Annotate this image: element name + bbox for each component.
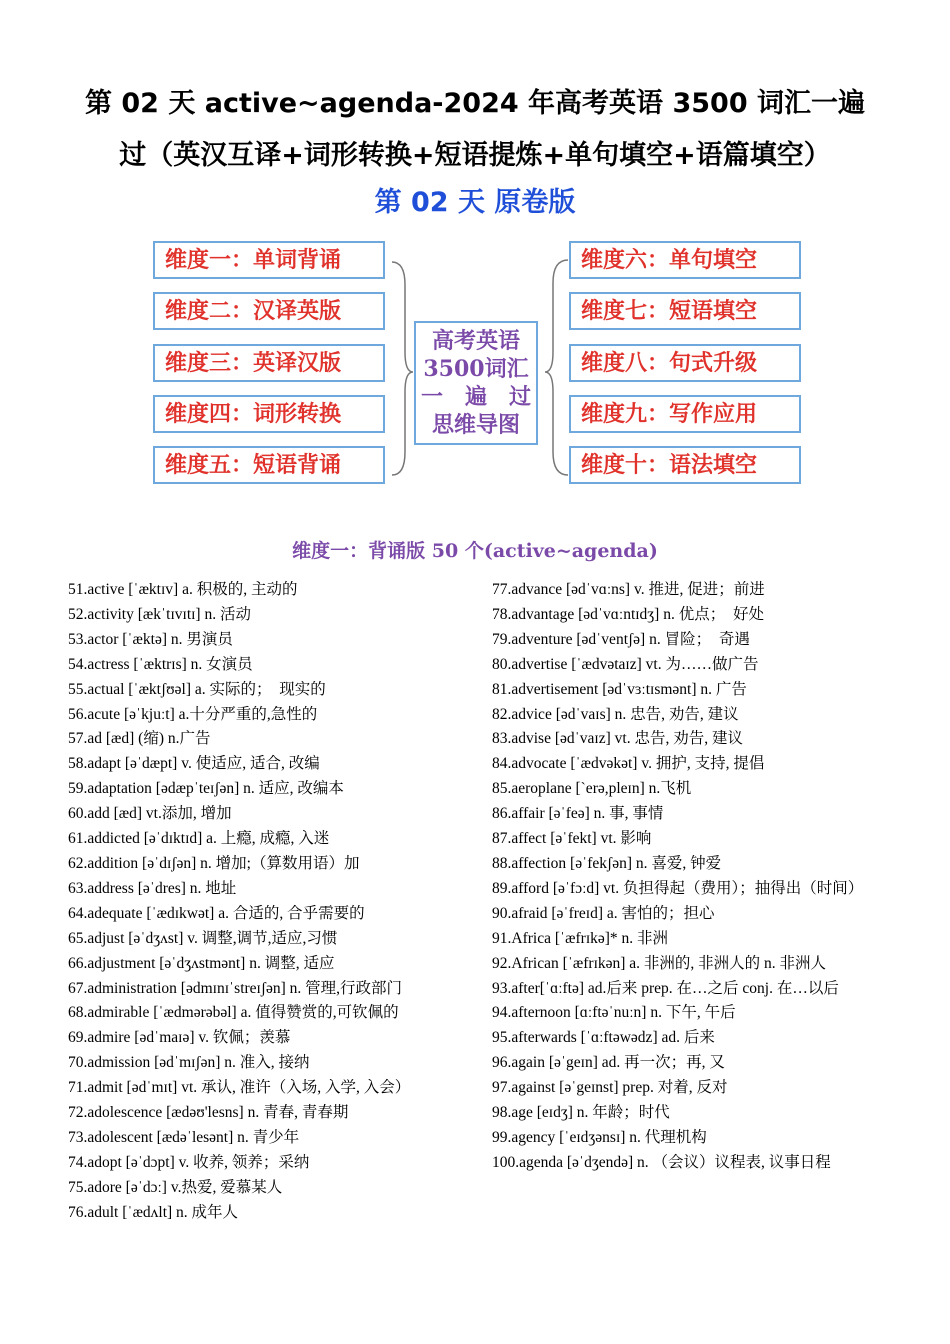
center-line-1: 高考英语: [431, 328, 520, 354]
vocab-entry: 94.afternoon [ɑːftəˈnuːn] n. 下午, 午后: [492, 1004, 736, 1022]
vocab-entry: 57.ad [æd] (缩) n.广告: [68, 730, 211, 748]
dimension-box-7: 维度七：短语填空: [569, 292, 801, 330]
vocab-entry: 65.adjust [əˈdʒʌst] v. 调整,调节,适应,习惯: [68, 929, 338, 947]
vocab-entry: 100.agenda [əˈdʒendə] n. （会议）议程表, 议事日程: [492, 1153, 831, 1171]
vocab-entry: 95.afterwards [ˈɑːftəwədz] ad. 后来: [492, 1029, 715, 1047]
vocab-entry: 64.adequate [ˈædɪkwət] a. 合适的, 合乎需要的: [68, 904, 365, 922]
vocab-entry: 82.advice [ədˈvaɪs] n. 忠告, 劝告, 建议: [492, 705, 739, 723]
vocab-entry: 89.afford [əˈfɔːd] vt. 负担得起（费用）；抽得出（时间）: [492, 879, 864, 897]
vocab-entry: 80.advertise [ˈædvətaɪz] vt. 为……做广告: [492, 655, 759, 673]
vocab-entry: 84.advocate [ˈædvəkət] v. 拥护, 支持, 提倡: [492, 755, 765, 773]
dimension-box-9: 维度九：写作应用: [569, 395, 801, 433]
vocab-entry: 52.activity [ækˈtɪvɪtɪ] n. 活动: [68, 605, 251, 623]
dimension-box-3: 维度三：英译汉版: [153, 344, 385, 382]
vocab-entry: 53.actor [ˈæktə] n. 男演员: [68, 630, 233, 648]
vocab-entry: 79.adventure [ədˈventʃə] n. 冒险； 奇遇: [492, 630, 750, 648]
vocab-entry: 97.against [əˈgeɪnst] prep. 对着, 反对: [492, 1079, 728, 1097]
vocab-entry: 76.adult [ˈædʌlt] n. 成年人: [68, 1203, 239, 1221]
vocab-column-left: [68, 578, 478, 1226]
vocab-entry: 91.Africa [ˈæfrɪkə]* n. 非洲: [492, 929, 669, 947]
mind-map: [0, 0, 950, 500]
page-subtitle: 第 02 天 原卷版: [374, 187, 576, 218]
vocab-entry: 92.African [ˈæfrɪkən] a. 非洲的, 非洲人的 n. 非洲人: [492, 954, 827, 972]
center-line-3: 一 遍 过: [420, 384, 531, 410]
vocab-entry: 87.affect [əˈfekt] vt. 影响: [492, 830, 652, 848]
vocab-entry: 71.admit [ədˈmɪt] vt. 承认, 准许（入场, 入学, 入会）: [68, 1079, 411, 1097]
vocab-entry: 66.adjustment [əˈdʒʌstmənt] n. 调整, 适应: [68, 954, 335, 972]
vocab-entry: 86.affair [əˈfeə] n. 事, 事情: [492, 805, 664, 823]
mind-map-center: [414, 321, 538, 445]
vocab-entry: 75.adore [əˈdɔː] v.热爱, 爱慕某人: [68, 1178, 283, 1196]
vocab-entry: 69.admire [ədˈmaɪə] v. 钦佩；羡慕: [68, 1029, 291, 1047]
vocab-entry: 55.actual [ˈæktʃʊəl] a. 实际的； 现实的: [68, 680, 326, 698]
vocab-entry: 99.agency [ˈeɪdʒənsɪ] n. 代理机构: [492, 1128, 707, 1146]
center-line-2: 3500词汇: [423, 356, 529, 382]
vocab-entry: 60.add [æd] vt.添加, 增加: [68, 805, 232, 823]
dimension-box-6: 维度六：单句填空: [569, 241, 801, 279]
vocab-entry: 54.actress [ˈæktrɪs] n. 女演员: [68, 655, 253, 673]
vocab-entry: 90.afraid [əˈfreɪd] a. 害怕的；担心: [492, 904, 715, 922]
dimension-box-5: 维度五：短语背诵: [153, 446, 385, 484]
vocab-entry: 81.advertisement [ədˈvɜːtɪsmənt] n. 广告: [492, 680, 747, 698]
vocab-entry: 98.age [eɪdʒ] n. 年龄；时代: [492, 1104, 670, 1122]
vocab-entry: 78.advantage [ədˈvɑːntɪdʒ] n. 优点； 好处: [492, 605, 764, 623]
dimension-box-10: 维度十：语法填空: [569, 446, 801, 484]
page-title-line1: 第 02 天 active~agenda-2024 年高考英语 3500 词汇一遍: [84, 88, 866, 119]
vocab-entry: 72.adolescence [ædəʊ'lesns] n. 青春, 青春期: [68, 1104, 349, 1122]
dimension-box-4: 维度四：词形转换: [153, 395, 385, 433]
vocab-entry: 59.adaptation [ədæpˈteɪʃən] n. 适应, 改编本: [68, 780, 344, 798]
section-title: 维度一：背诵版 50 个(active~agenda): [292, 540, 658, 562]
vocab-entry: 56.acute [əˈkjuːt] a.十分严重的,急性的: [68, 705, 318, 723]
vocab-entry: 88.affection [əˈfekʃən] n. 喜爱, 钟爱: [492, 854, 722, 872]
vocab-entry: 58.adapt [əˈdæpt] v. 使适应, 适合, 改编: [68, 755, 320, 773]
vocab-column-right: [492, 578, 892, 1176]
dimension-box-2: 维度二：汉译英版: [153, 292, 385, 330]
vocab-entry: 51.active [ˈæktɪv] a. 积极的, 主动的: [68, 581, 298, 598]
vocab-entry: 77.advance [ədˈvɑːns] v. 推进, 促进；前进: [492, 581, 765, 598]
vocab-entry: 67.administration [ədmɪnɪˈstreɪʃən] n. 管理,行政部门: [68, 979, 403, 997]
right-brace: [545, 260, 568, 475]
dimension-box-8: 维度八：句式升级: [569, 344, 801, 382]
page-title-line2: 过（英汉互译+词形转换+短语提炼+单句填空+语篇填空）: [119, 140, 831, 171]
vocab-entry: 85.aeroplane [ˋerə,pleɪn] n.飞机: [492, 780, 692, 798]
vocab-entry: 74.adopt [əˈdɔpt] v. 收养, 领养；采纳: [68, 1153, 310, 1171]
center-line-4: 思维导图: [431, 412, 520, 438]
vocab-entry: 73.adolescent [ædəˈlesənt] n. 青少年: [68, 1128, 300, 1146]
vocab-entry: 96.again [əˈgeɪn] ad. 再一次；再, 又: [492, 1054, 725, 1072]
vocab-entry: 68.admirable [ˈædmərəbəl] a. 值得赞赏的,可钦佩的: [68, 1004, 399, 1022]
vocab-entry: 63.address [əˈdres] n. 地址: [68, 879, 237, 897]
vocab-entry: 83.advise [ədˈvaɪz] vt. 忠告, 劝告, 建议: [492, 730, 743, 748]
vocab-entry: 93.after[ˈɑːftə] ad.后来 prep. 在…之后 conj. 在…以后: [492, 979, 839, 997]
dimension-box-1: 维度一：单词背诵: [153, 241, 385, 279]
vocab-entry: 61.addicted [əˈdɪktɪd] a. 上瘾, 成瘾, 入迷: [68, 830, 330, 848]
left-brace: [392, 262, 413, 475]
vocab-entry: 62.addition [əˈdɪʃən] n. 增加;（算数用语）加: [68, 854, 360, 872]
vocab-entry: 70.admission [ədˈmɪʃən] n. 准入, 接纳: [68, 1054, 310, 1072]
